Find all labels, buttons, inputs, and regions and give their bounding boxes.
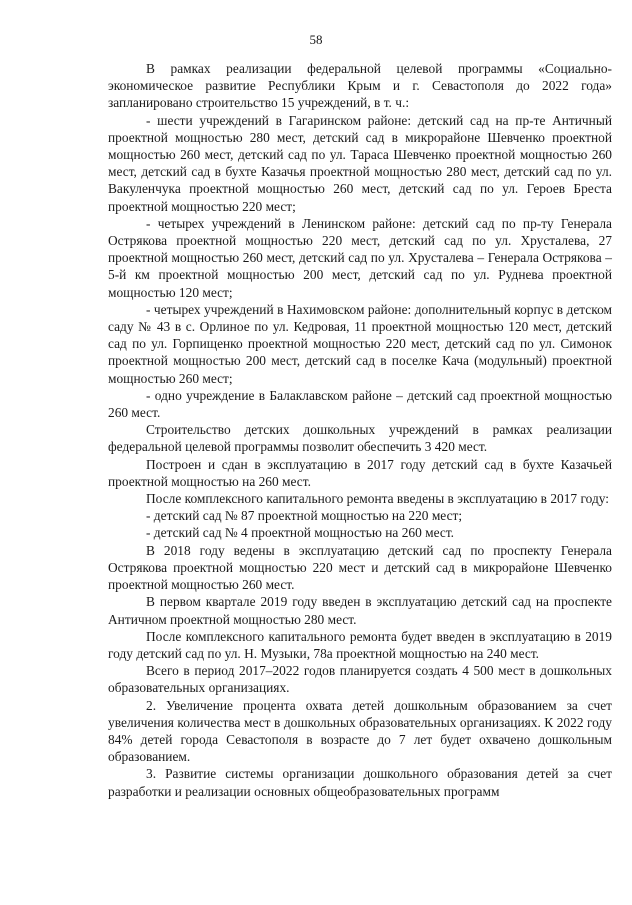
paragraph-nakhimovsky-district: - четырех учреждений в Нахимовском районе: дополнительный корпус в детском саду № 43 в с. Орлиное по ул. Кедровая, 11 проектной мощностью 120 мест, детский сад по ул. Горпищенко проектной мощностью 220 мест, детский сад по ул. Симонок проектной мощностью 200 мест, детский сад в поселке Кача (модульный) проектной мощностью 260 мест;	[108, 301, 612, 386]
paragraph-total-2017-2022: Всего в период 2017–2022 годов планируется создать 4 500 мест в дошкольных образовательных организациях.	[108, 663, 612, 696]
document-body	[108, 60, 612, 800]
paragraph-commissioned-2019-q1: В первом квартале 2019 году введен в эксплуатацию детский сад на проспекте Античном проектной мощностью 280 мест.	[108, 594, 612, 627]
paragraph-balaklavsky-district: - одно учреждение в Балаклавском районе – детский сад проектной мощностью 260 мест.	[108, 387, 612, 421]
paragraph-kazachya-2017: Построен и сдан в эксплуатацию в 2017 году детский сад в бухте Казачьей проектной мощностью на 260 мест.	[108, 456, 612, 489]
paragraph-leninsky-district: - четырех учреждений в Ленинском районе: детский сад по пр-ту Генерала Острякова проектной мощностью 220 мест, детский сад по ул. Хрусталева, 27 проектной мощностью 260 мест, детский сад по ул. Хрусталева – Генерала Острякова – 5-й км проектной мощностью 200 мест, детский сад по ул. Руднева проектной мощностью 120 мест;	[108, 215, 612, 300]
paragraph-coverage-increase: 2. Увеличение процента охвата детей дошкольным образованием за счет увеличения количества мест в дошкольных образовательных организациях. К 2022 году 84% детей города Севастополя в возрасте до 7 лет будет охвачено дошкольным образованием.	[108, 697, 612, 765]
list-item-kindergarten-87: - детский сад № 87 проектной мощностью на 220 мест;	[146, 508, 463, 524]
paragraph-system-development: 3. Развитие системы организации дошкольного образования детей за счет разработки и реализации основных общеобразовательных программ	[108, 766, 612, 799]
paragraph-renovation-2019: После комплексного капитального ремонта будет введен в эксплуатацию в 2019 году детский сад по ул. Н. Музыки, 78а проектной мощностью на 240 мест.	[108, 628, 612, 661]
list-item-kindergarten-4: - детский сад № 4 проектной мощностью на 260 мест.	[146, 525, 455, 541]
paragraph-total-places: Строительство детских дошкольных учреждений в рамках реализации федеральной целевой программы позволит обеспечить 3 420 мест.	[108, 422, 612, 455]
page-number: 58	[309, 32, 323, 47]
paragraph-commissioned-2018: В 2018 году ведены в эксплуатацию детский сад по проспекту Генерала Острякова проектной мощностью 220 мест и детский сад в микрорайоне Шевченко проектной мощностью 260 мест.	[108, 542, 612, 593]
paragraph-program-intro: В рамках реализации федеральной целевой программы «Социально-экономическое развитие Республики Крым и г. Севастополя до 2022 года» запланировано строительство 15 учреждений, в т. ч.:	[108, 61, 612, 111]
paragraph-gagarinsky-district: - шести учреждений в Гагаринском районе: детский сад на пр-те Античный проектной мощностью 280 мест, детский сад в микрорайоне Шевченко проектной мощностью 260 мест, детский сад по ул. Тараса Шевченко проектной мощностью 260 мест, детский сад в бухте Казачья проектной мощностью 280 мест, детский сад по ул. Вакуленчука проектной мощностью 260 мест, детский сад по ул. Героев Бреста проектной мощностью 220 мест;	[108, 112, 612, 214]
paragraph-renovation-2017: После комплексного капитального ремонта введены в эксплуатацию в 2017 году:	[146, 491, 609, 507]
